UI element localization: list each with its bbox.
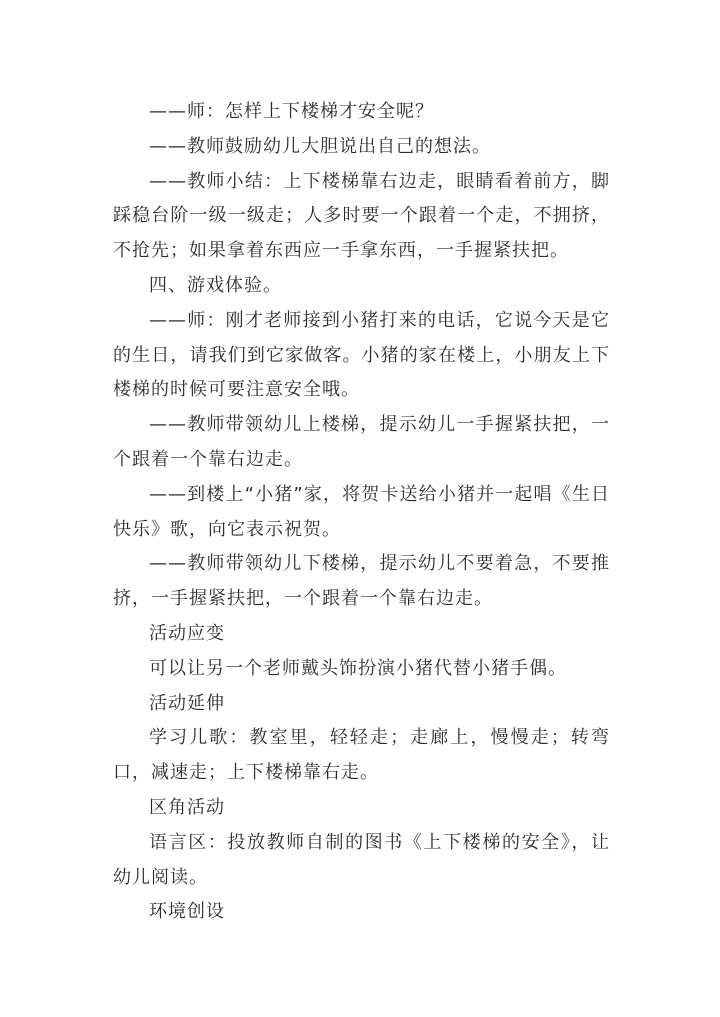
section-heading-adaptation: 活动应变 xyxy=(149,622,225,644)
paragraph-birthday: ——到楼上“小猪”家，将贺卡送给小猪并一起唱《生日快乐》歌，向它表示祝贺。 xyxy=(113,483,610,540)
paragraph-adaptation: 可以让另一个老师戴头饰扮演小猪代替小猪手偶。 xyxy=(149,657,567,679)
paragraph-encourage: ——教师鼓励幼儿大胆说出自己的想法。 xyxy=(149,135,491,157)
section-heading-extension: 活动延伸 xyxy=(149,692,225,714)
paragraph-language-corner: 语言区：投放教师自制的图书《上下楼梯的安全》，让幼儿阅读。 xyxy=(113,831,610,888)
paragraph-teacher-question: ——师：怎样上下楼梯才安全呢？ xyxy=(149,101,434,122)
section-heading-environment: 环境创设 xyxy=(149,901,225,923)
paragraph-phone-call: ——师：刚才老师接到小猪打来的电话，它说今天是它的生日，请我们到它家做客。小猪的家在楼上，小朋友上下楼梯的时候可要注意安全哦。 xyxy=(113,309,610,401)
paragraph-nursery-rhyme: 学习儿歌：教室里，轻轻走；走廊上，慢慢走；转弯口，减速走；上下楼梯靠右走。 xyxy=(113,727,610,784)
paragraph-summary: ——教师小结：上下楼梯靠右边走，眼睛看着前方，脚踩稳台阶一级一级走；人多时要一个跟着一个走，不拥挤，不抢先；如果拿着东西应一手拿东西，一手握紧扶把。 xyxy=(113,170,610,262)
paragraph-upstairs: ——教师带领幼儿上楼梯，提示幼儿一手握紧扶把，一个跟着一个靠右边走。 xyxy=(113,414,610,470)
section-heading-game: 四、游戏体验。 xyxy=(149,274,282,296)
paragraph-downstairs: ——教师带领幼儿下楼梯，提示幼儿不要着急，不要推挤，一手握紧扶把，一个跟着一个靠右边走。 xyxy=(113,553,610,610)
section-heading-corner: 区角活动 xyxy=(149,796,225,818)
body-text xyxy=(113,95,610,930)
